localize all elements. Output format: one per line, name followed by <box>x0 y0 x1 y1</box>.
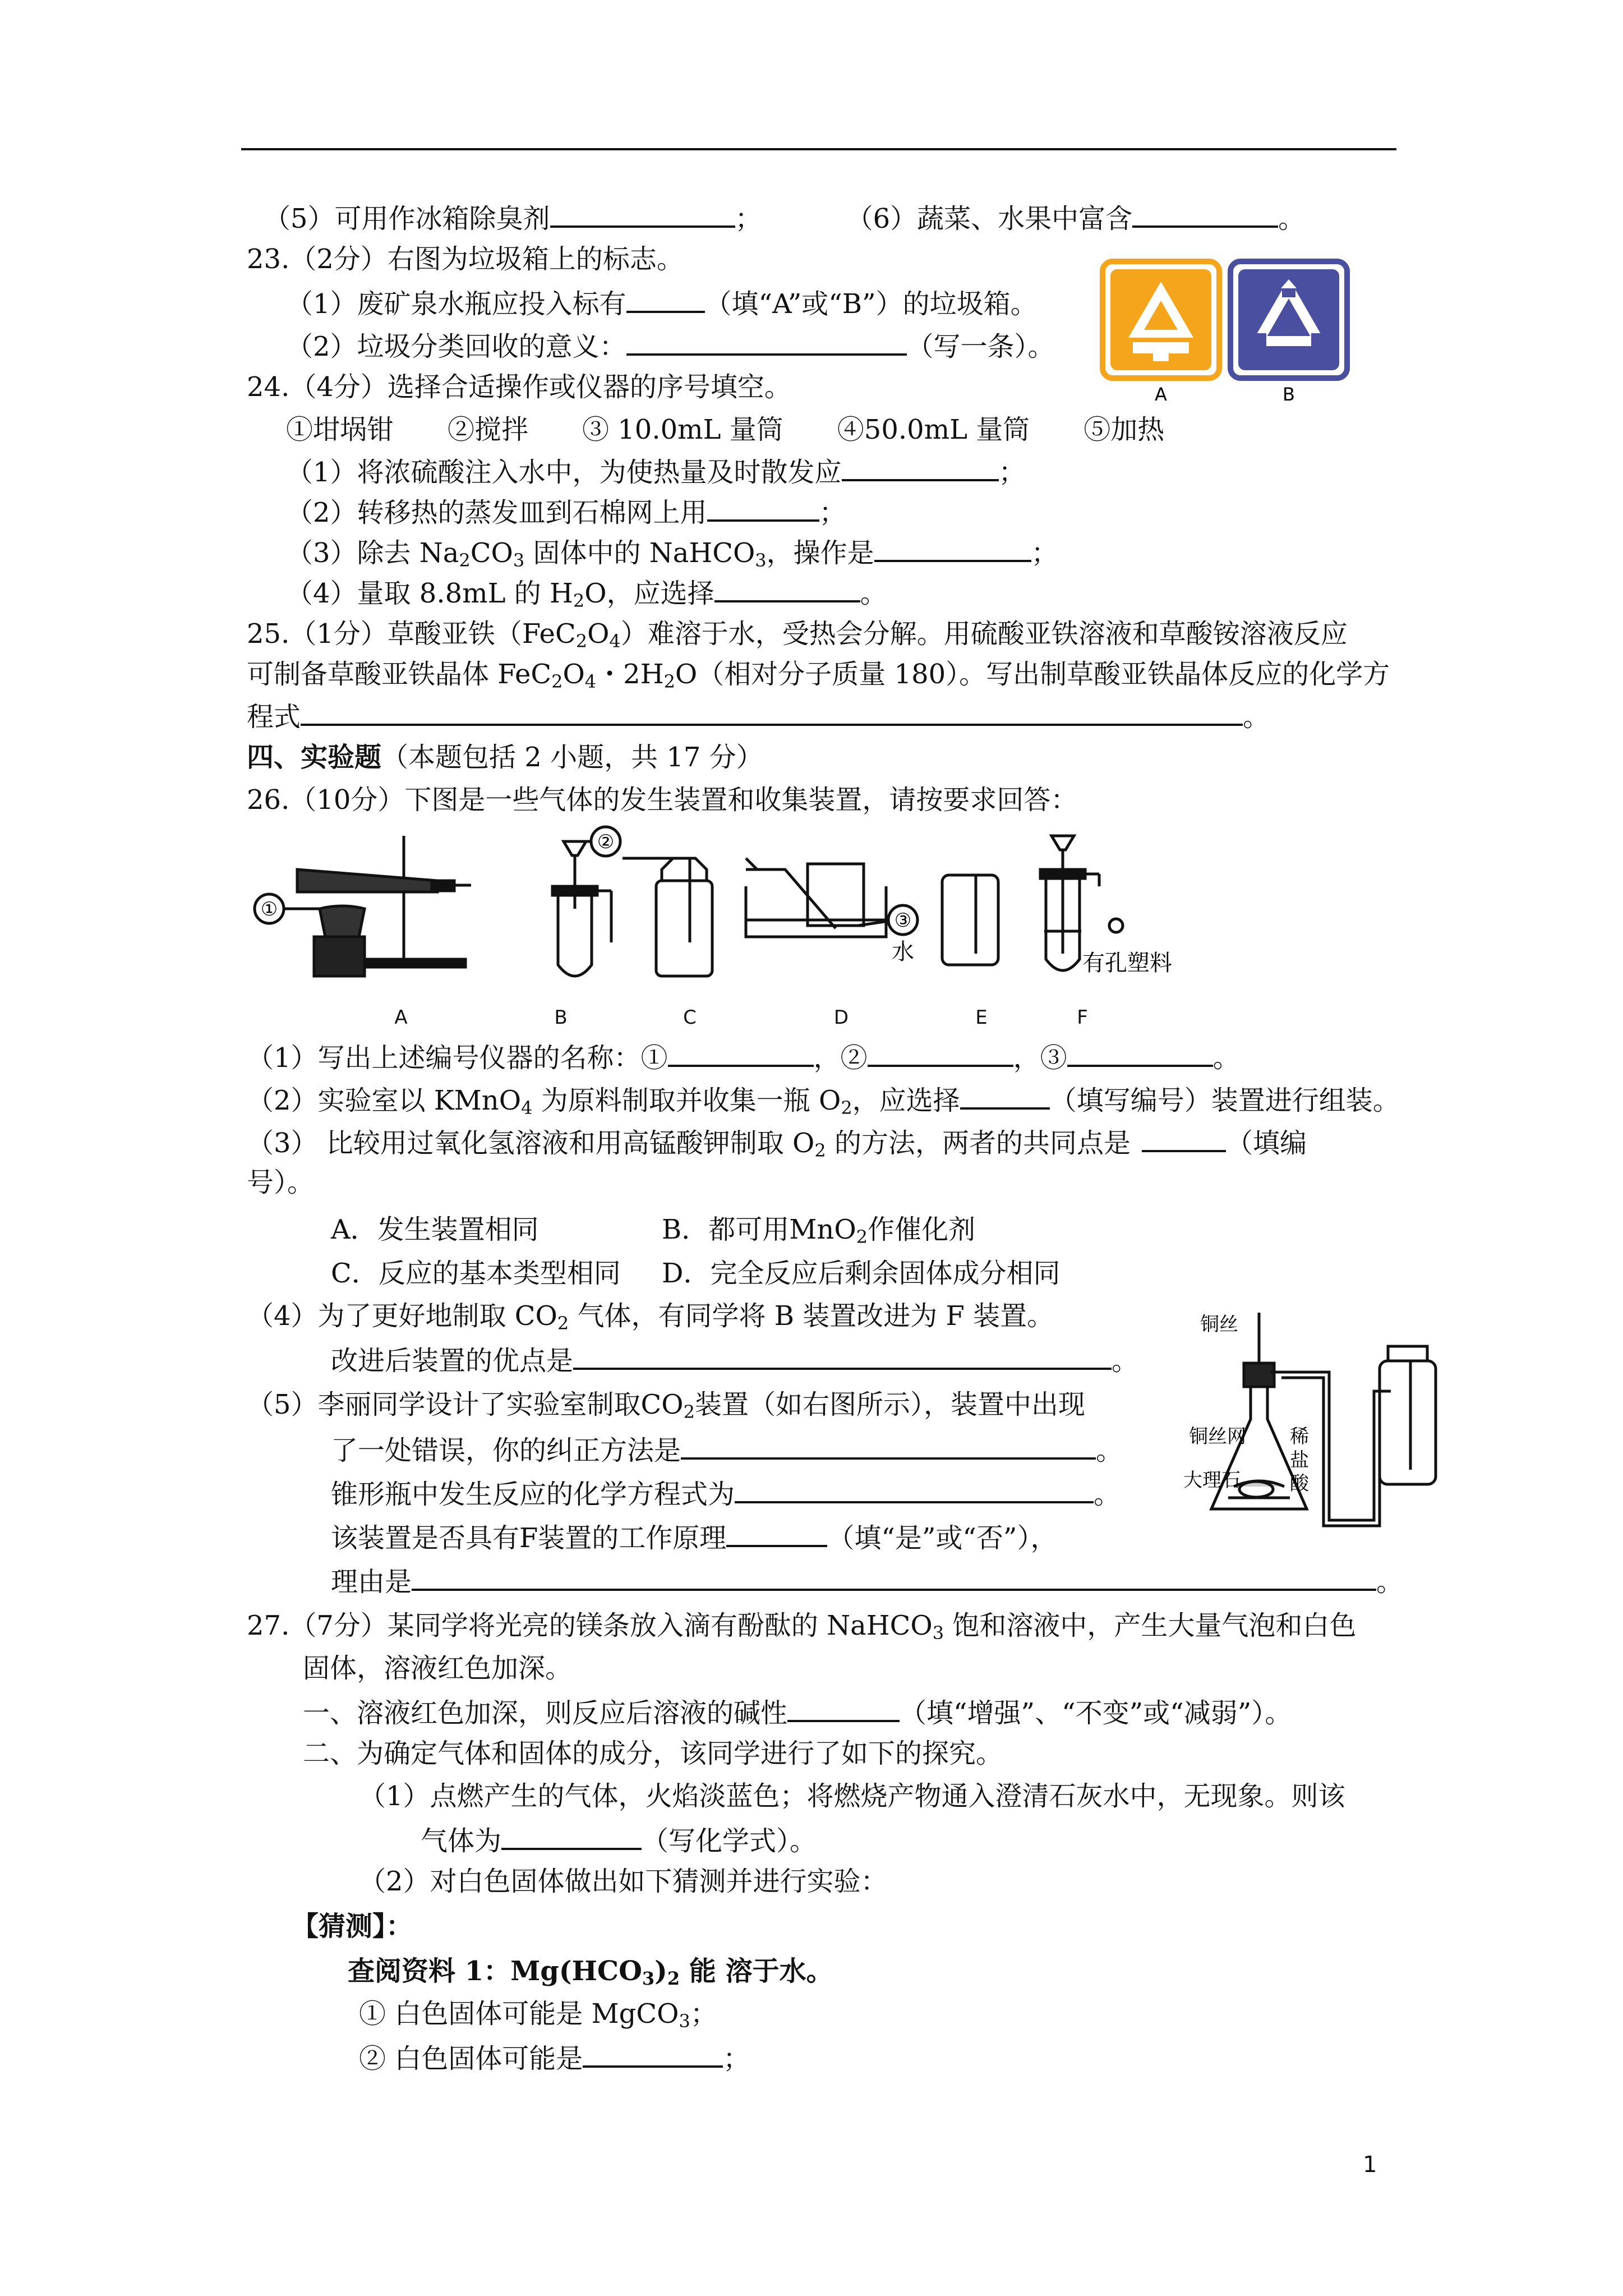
apparatus-label-e: E <box>975 1006 988 1029</box>
text: ）难溶于水，受热会分解。用硫酸亚铁溶液和草酸铵溶液反应 <box>620 618 1348 650</box>
answer-blank-q26-3[interactable] <box>1142 1124 1226 1152</box>
text: 装置（如右图所示），装置中出现 <box>694 1389 1085 1420</box>
q24-part2 <box>286 494 846 530</box>
text: （4）量取 8.8mL 的 H <box>286 578 573 609</box>
answer-blank-q22-5[interactable] <box>550 200 735 228</box>
answer-blank-q26-1c[interactable] <box>1067 1039 1213 1067</box>
text: O（相对分子质量 180）。写出制草酸亚铁晶体反应的化学方 <box>675 659 1390 690</box>
sub: 2 <box>663 671 675 692</box>
q25-line1 <box>247 617 1348 651</box>
sub: 2 <box>575 631 588 652</box>
q27-line4: 二、为确定气体和固体的成分，该同学进行了如下的探究。 <box>303 1738 1003 1769</box>
q26-option-b <box>662 1213 975 1246</box>
sub: 2 <box>667 1968 680 1989</box>
text: （1）将浓硫酸注入水中，为使热量及时散发应 <box>286 457 842 488</box>
text: 固体中的 NaHCO <box>524 537 755 569</box>
sub: 2 <box>841 1097 852 1119</box>
text: ； <box>998 457 1026 488</box>
answer-blank-q23-2[interactable] <box>626 328 907 356</box>
text: （2）转移热的蒸发皿到石棉网上用 <box>286 497 707 528</box>
text: 25.（1分）草酸亚铁（FeC <box>247 618 576 650</box>
q27-line7: （2）对白色固体做出如下猜测并进行实验： <box>359 1866 888 1897</box>
q27-line2: 固体，溶液红色加深。 <box>303 1653 573 1684</box>
answer-blank-q26-4[interactable] <box>573 1342 1112 1370</box>
text: （1）写出上述编号仪器的名称：① <box>247 1042 668 1074</box>
text: ・2H <box>596 659 664 690</box>
q26-stem: 26.（10分）下图是一些气体的发生装置和收集装置，请按要求回答： <box>247 784 1078 816</box>
text: 了一处错误，你的纠正方法是 <box>331 1435 681 1466</box>
apparatus-label-f: F <box>1077 1006 1088 1029</box>
apparatus-c <box>623 858 712 976</box>
q25-line3 <box>247 698 1270 734</box>
answer-blank-q26-5d[interactable] <box>412 1563 1376 1591</box>
text: 可制备草酸亚铁晶体 FeC <box>247 659 552 690</box>
sub: 4 <box>609 631 621 652</box>
sign-a-label: A <box>1155 384 1167 405</box>
answer-blank-q22-6[interactable] <box>1132 200 1278 228</box>
text: 为原料制取并收集一瓶 O <box>532 1085 841 1116</box>
q26-part4 <box>247 1299 1054 1333</box>
punct: ； <box>735 203 762 234</box>
page-number: 1 <box>1363 2152 1377 2178</box>
sub: 2 <box>814 1140 826 1161</box>
q26-part5-l3 <box>331 1475 1121 1511</box>
callout-3: ③ <box>894 909 912 932</box>
sub: 4 <box>521 1097 533 1119</box>
text: 。 <box>1212 1042 1240 1074</box>
text: ，② <box>813 1042 868 1074</box>
answer-blank-q26-5b[interactable] <box>735 1475 1094 1503</box>
label-copper-wire: 铜丝 <box>1200 1313 1238 1336</box>
text: （2）实验室以 KMnO <box>247 1085 522 1116</box>
sign-b-label: B <box>1283 384 1295 405</box>
text: ； <box>723 2043 750 2074</box>
q26-part5-l4 <box>331 1519 1057 1555</box>
text: CO <box>470 537 513 569</box>
label-copper-mesh: 铜丝网 <box>1189 1425 1246 1448</box>
text: 一、溶液红色加深，则反应后溶液的碱性 <box>303 1697 788 1729</box>
text: O <box>587 618 610 650</box>
answer-blank-q27-1[interactable] <box>787 1694 900 1722</box>
plastic-label: 有孔塑料 <box>1082 950 1172 976</box>
text: 饱和溶液中，产生大量气泡和白色 <box>944 1610 1357 1641</box>
q26-part5-l2 <box>331 1432 1123 1467</box>
callout-2: ② <box>597 831 615 853</box>
apparatus-figure <box>252 825 1239 1038</box>
callout-1: ① <box>260 898 278 921</box>
guess-2 <box>359 2040 750 2076</box>
sub: 3 <box>755 550 767 571</box>
answer-blank-q24-3[interactable] <box>874 534 1031 562</box>
section-note: （本题包括 2 小题，共 17 分） <box>381 742 763 773</box>
text: 气体为 <box>421 1825 502 1857</box>
text: （写化学式）。 <box>642 1825 817 1857</box>
guess-heading: 【猜测】： <box>292 1911 413 1942</box>
q26-part3 <box>247 1124 1307 1160</box>
section-4-heading <box>247 740 763 774</box>
q26-part1 <box>247 1039 1240 1075</box>
text: O <box>562 659 585 690</box>
answer-blank-q24-1[interactable] <box>842 453 999 481</box>
q26-part3-cont: 号）。 <box>247 1167 315 1198</box>
text: ； <box>819 497 846 528</box>
answer-blank-q26-1b[interactable] <box>868 1039 1013 1067</box>
co2-apparatus-figure <box>1183 1307 1447 1554</box>
q26-part4-cont <box>331 1342 1138 1378</box>
text: 程式 <box>247 701 301 733</box>
text: 。 <box>1096 1435 1123 1466</box>
text: 。 <box>860 578 887 609</box>
apparatus-label-d: D <box>833 1006 849 1029</box>
text: （写一条）。 <box>906 331 1055 362</box>
sub: 2 <box>551 671 563 692</box>
q22-item6: （6）蔬菜、水果中富含 <box>846 203 1133 234</box>
answer-blank-q25[interactable] <box>301 698 1243 726</box>
answer-blank-q27-2[interactable] <box>501 1822 642 1850</box>
sub: 2 <box>557 1313 569 1334</box>
text: 锥形瓶中发生反应的化学方程式为 <box>331 1479 735 1510</box>
text: 的方法，两者的共同点是 <box>826 1128 1131 1159</box>
q24-options: ①坩埚钳 ②搅拌 ③ 10.0mL 量筒 ④50.0mL 量筒 ⑤加热 <box>286 414 1165 445</box>
answer-blank-q27-3[interactable] <box>583 2040 723 2068</box>
q24-part4 <box>286 574 887 610</box>
text: （填“增强”、“不变”或“减弱”）。 <box>900 1697 1292 1729</box>
apparatus-e <box>942 875 998 965</box>
punct: 。 <box>1278 203 1306 234</box>
q25-line2 <box>247 657 1390 691</box>
label-acid-3: 酸 <box>1290 1473 1309 1495</box>
apparatus-label-c: C <box>683 1006 697 1029</box>
answer-blank-q23-1[interactable] <box>626 285 705 313</box>
text: （4）为了更好地制取 CO <box>247 1300 557 1332</box>
text: ，操作是 <box>766 537 874 569</box>
q26-part5 <box>247 1388 1085 1421</box>
q24-part1 <box>286 453 1026 489</box>
text: （2）垃圾分类回收的意义： <box>286 331 626 362</box>
text: ) <box>654 1955 667 1987</box>
text: 。 <box>1243 701 1270 733</box>
text: 气体，有同学将 B 装置改进为 F 装置。 <box>569 1300 1054 1332</box>
sub: 4 <box>584 671 597 692</box>
text: （填编 <box>1226 1128 1307 1159</box>
text: B．都可用MnO <box>662 1214 856 1245</box>
text: （填“A”或“B”）的垃圾箱。 <box>704 288 1038 320</box>
text: ； <box>1031 537 1058 569</box>
recycle-signs-figure <box>1099 259 1357 405</box>
answer-blank-q26-1a[interactable] <box>668 1039 814 1067</box>
header-rule <box>241 148 1396 150</box>
sub: 3 <box>679 2010 690 2032</box>
q22-item5: （5）可用作冰箱除臭剂 <box>264 203 550 234</box>
text: 能 溶于水。 <box>680 1955 833 1987</box>
q26-part2 <box>247 1082 1400 1117</box>
text: ，应选择 <box>852 1085 960 1116</box>
label-acid-1: 稀 <box>1290 1425 1309 1448</box>
q26-option-a: A．发生装置相同 <box>331 1214 539 1245</box>
sub: 2 <box>459 550 471 571</box>
text: ① 白色固体可能是 MgCO <box>359 1998 679 2030</box>
sub: 3 <box>932 1622 944 1644</box>
q26-option-d: D．完全反应后剩余固体成分相同 <box>662 1258 1061 1289</box>
text: 理由是 <box>331 1566 412 1598</box>
text: （3） 比较用过氧化氢溶液和用高锰酸钾制取 O <box>247 1128 815 1159</box>
apparatus-b <box>552 841 611 976</box>
answer-blank-q26-2[interactable] <box>960 1082 1050 1110</box>
answer-blank-q24-4[interactable] <box>714 574 860 602</box>
sub: 2 <box>856 1226 868 1248</box>
text: （填写编号）装置进行组装。 <box>1049 1085 1400 1116</box>
q26-part5-l5 <box>331 1563 1403 1599</box>
sub: 3 <box>642 1968 655 1989</box>
q27-line3 <box>303 1694 1292 1730</box>
water-label: 水 <box>892 939 914 965</box>
section-title: 四、实验题 <box>247 742 382 773</box>
q27-line1 <box>247 1609 1356 1642</box>
text: （填“是”或“否”）， <box>827 1522 1058 1554</box>
text: 查阅资料 1：Mg(HCO <box>348 1955 642 1987</box>
answer-blank-q26-5a[interactable] <box>681 1432 1096 1460</box>
q27-line6 <box>421 1822 817 1858</box>
reference-1 <box>348 1954 833 1988</box>
text: 该装置是否具有F装置的工作原理 <box>331 1522 727 1554</box>
apparatus-label-b: B <box>554 1006 568 1029</box>
sub: 2 <box>573 590 585 611</box>
guess-1 <box>359 1997 717 2031</box>
answer-blank-q24-2[interactable] <box>707 494 819 522</box>
q23-stem: 23.（2分）右图为垃圾箱上的标志。 <box>247 243 684 275</box>
answer-blank-q26-5c[interactable] <box>726 1519 827 1547</box>
text: 27.（7分）某同学将光亮的镁条放入滴有酚酞的 NaHCO <box>247 1610 933 1641</box>
q23-part2 <box>286 328 1055 364</box>
text: （5）李丽同学设计了实验室制取CO <box>247 1389 684 1420</box>
text: （1）废矿泉水瓶应投入标有 <box>286 288 626 320</box>
label-marble: 大理石 <box>1183 1469 1241 1492</box>
text: 改进后装置的优点是 <box>331 1345 574 1377</box>
apparatus-label-a: A <box>394 1006 408 1029</box>
sub: 3 <box>513 550 525 571</box>
sub: 2 <box>683 1401 695 1423</box>
q26-option-c: C．反应的基本类型相同 <box>331 1258 621 1289</box>
q24-part3 <box>286 534 1058 570</box>
q22-line <box>264 200 1305 236</box>
text: 。 <box>1376 1566 1404 1598</box>
text: ； <box>690 1998 717 2030</box>
label-acid-2: 盐 <box>1290 1449 1309 1471</box>
q27-line5: （1）点燃产生的气体，火焰淡蓝色；将燃烧产物通入澄清石灰水中，无现象。则该 <box>359 1780 1345 1812</box>
text: O，应选择 <box>584 578 714 609</box>
q24-stem: 24.（4分）选择合适操作或仪器的序号填空。 <box>247 371 791 403</box>
text: 。 <box>1094 1479 1121 1510</box>
text: ② 白色固体可能是 <box>359 2043 583 2074</box>
text: ，③ <box>1013 1042 1067 1074</box>
q23-part1 <box>286 285 1038 321</box>
apparatus-a <box>297 836 471 976</box>
text: （3）除去 Na <box>286 537 459 569</box>
text: 作催化剂 <box>868 1214 976 1245</box>
text: 。 <box>1112 1345 1139 1377</box>
